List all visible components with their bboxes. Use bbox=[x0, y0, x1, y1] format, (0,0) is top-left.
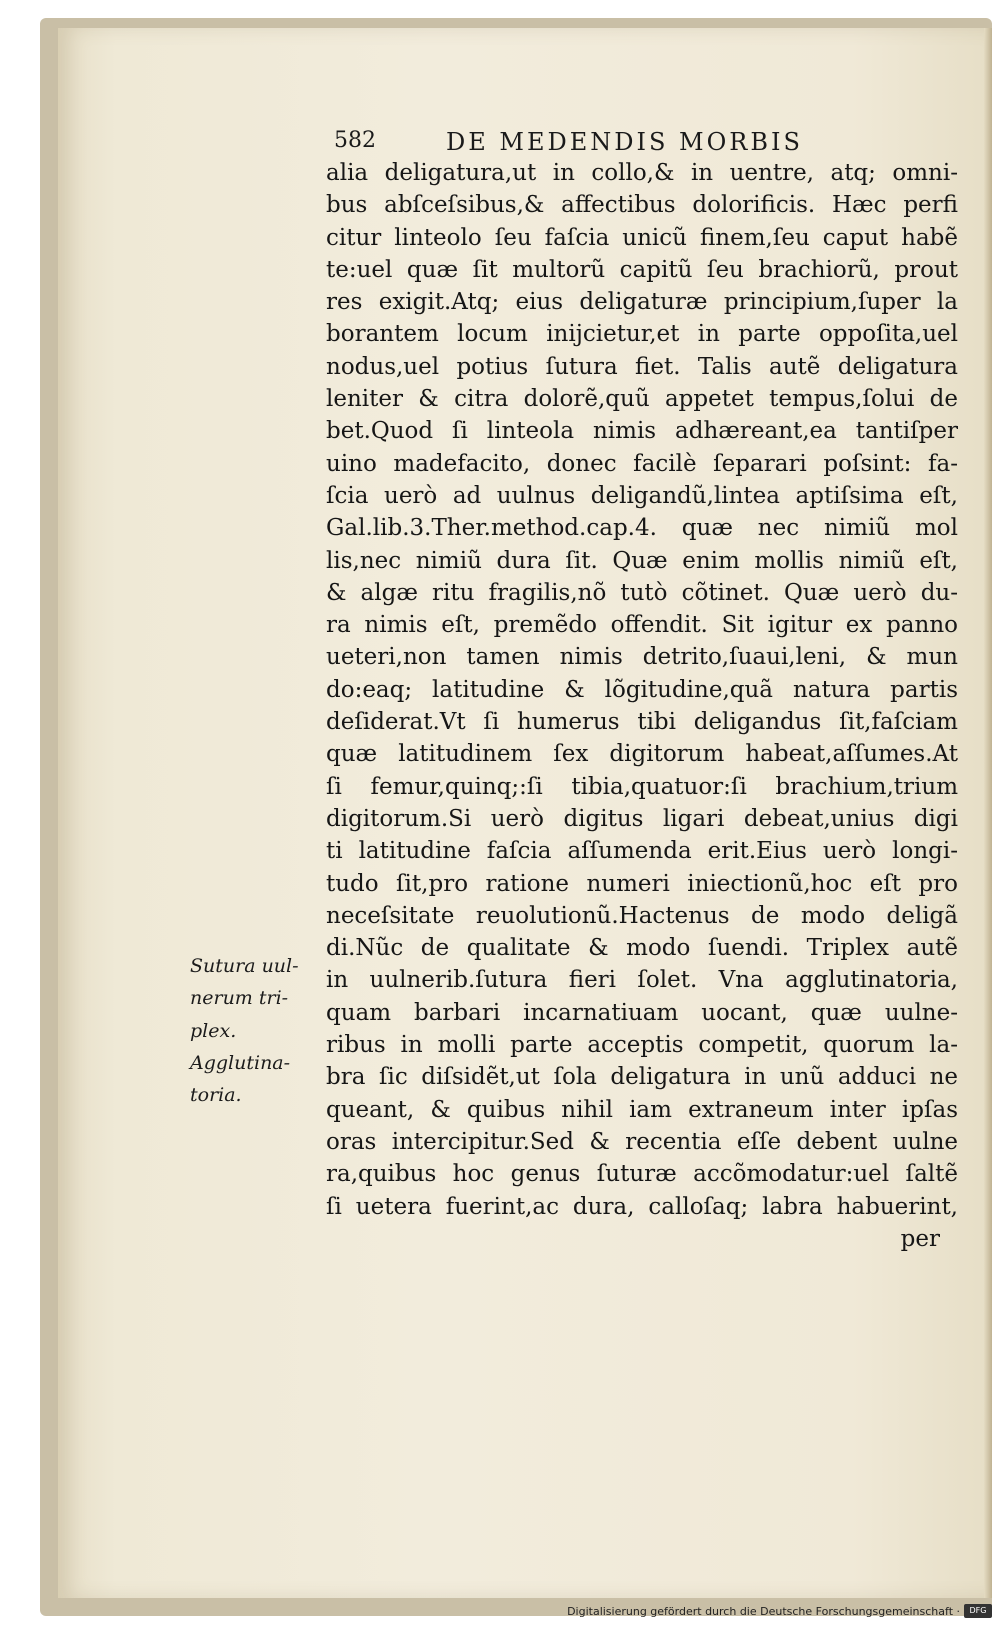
page-number: 582 bbox=[334, 128, 376, 153]
text-line: queant, & quibus nihil iam extraneum inter ipſas bbox=[326, 1096, 958, 1123]
text-line: tudo ſit,pro ratione numeri iniectionũ,hoc eſt pro bbox=[326, 870, 958, 897]
text-line: ti latitudine faſcia aſſumenda erit.Eius uerò longi- bbox=[326, 838, 958, 865]
text-line: leniter & citra dolorẽ,quũ appetet tempus,ſolui de bbox=[326, 386, 958, 413]
footer-credit: Digitalisierung gefördert durch die Deutsche Forschungsgemeinschaft · bbox=[567, 1605, 960, 1618]
text-line: borantem locum inijcietur,et in parte oppoſita,uel bbox=[326, 321, 958, 348]
text-line: quæ latitudinem ſex digitorum habeat,aſſumes.At bbox=[326, 741, 958, 768]
text-line: ueteri,non tamen nimis detrito,ſuaui,leni, & mun bbox=[326, 644, 958, 671]
text-line: te:uel quæ ſit multorũ capitũ ſeu brachiorũ, prout bbox=[326, 256, 958, 283]
text-line: lis,nec nimiũ dura ſit. Quæ enim mollis nimiũ eſt, bbox=[326, 547, 958, 574]
marginal-note-line: toria. bbox=[190, 1084, 242, 1107]
text-line: digitorum.Si uerò digitus ligari debeat,unius digi bbox=[326, 805, 958, 832]
text-line: quam barbari incarnatiuam uocant, quæ uulne- bbox=[326, 999, 958, 1026]
text-line: deſiderat.Vt ſi humerus tibi deligandus ſit,faſciam bbox=[326, 709, 958, 736]
marginal-note bbox=[190, 950, 322, 1111]
text-line: di.Nũc de qualitate & modo ſuendi. Triplex autẽ bbox=[326, 935, 958, 962]
marginal-note-line: Agglutina- bbox=[190, 1051, 291, 1074]
text-line: in uulnerib.ſutura fieri ſolet. Vna agglutinatoria, bbox=[326, 967, 958, 994]
text-line: ra nimis eſt, premẽdo offendit. Sit igitur ex panno bbox=[326, 612, 958, 639]
text-line: citur linteolo ſeu faſcia unicũ finem,ſeu caput habẽ bbox=[326, 224, 958, 251]
text-line: Gal.lib.3.Ther.method.cap.4. quæ nec nimiũ mol bbox=[326, 515, 958, 542]
marginal-note-line: nerum tri- bbox=[190, 987, 289, 1010]
text-line: & algæ ritu fragilis,nõ tutò cõtinet. Quæ uerò du- bbox=[326, 579, 958, 606]
main-text-block bbox=[326, 157, 958, 1255]
text-line: bus abſceſsibus,& affectibus dolorificis. Hæc perfi bbox=[326, 192, 958, 219]
text-line: bra ſic diſsidẽt,ut ſola deligatura in unũ adduci ne bbox=[326, 1064, 958, 1091]
marginal-note-line: plex. bbox=[190, 1019, 237, 1042]
page-edge bbox=[984, 28, 992, 1598]
dfg-logo: DFG bbox=[964, 1604, 992, 1618]
text-line: ſcia uerò ad uulnus deligandũ,lintea aptiſsima eſt, bbox=[326, 482, 958, 509]
text-line: bet.Quod ſi linteola nimis adhæreant,ea tantiſper bbox=[326, 418, 958, 445]
text-line: ſi uetera fuerint,ac dura, calloſaq; labra habuerint, bbox=[326, 1193, 958, 1220]
footer-bar bbox=[0, 1601, 1000, 1627]
page-header bbox=[334, 128, 874, 160]
text-line: ra,quibus hoc genus ſuturæ accõmodatur:uel ſaltẽ bbox=[326, 1161, 958, 1188]
text-line: res exigit.Atq; eius deligaturæ principium,ſuper la bbox=[326, 289, 958, 316]
text-line: neceſsitate reuolutionũ.Hactenus de modo deligã bbox=[326, 902, 958, 929]
text-line: alia deligatura,ut in collo,& in uentre, atq; omni- bbox=[326, 160, 958, 186]
text-line: ribus in molli parte acceptis competit, quorum la- bbox=[326, 1032, 958, 1059]
text-line: uino madefacito, donec facilè ſeparari poſsint: fa- bbox=[326, 450, 958, 477]
catchword: per bbox=[900, 1225, 940, 1252]
running-head: DE MEDENDIS MORBIS bbox=[446, 128, 803, 156]
text-line: ſi femur,quinq;:ſi tibia,quatuor:ſi brachium,trium bbox=[326, 773, 958, 800]
marginal-note-line: Sutura uul- bbox=[190, 955, 299, 977]
text-line: nodus,uel potius ſutura fiet. Talis autẽ deligatura bbox=[326, 353, 958, 380]
text-line: do:eaq; latitudine & lõgitudine,quã natura partis bbox=[326, 676, 958, 703]
text-line: oras intercipitur.Sed & recentia eſſe debent uulne bbox=[326, 1128, 958, 1155]
